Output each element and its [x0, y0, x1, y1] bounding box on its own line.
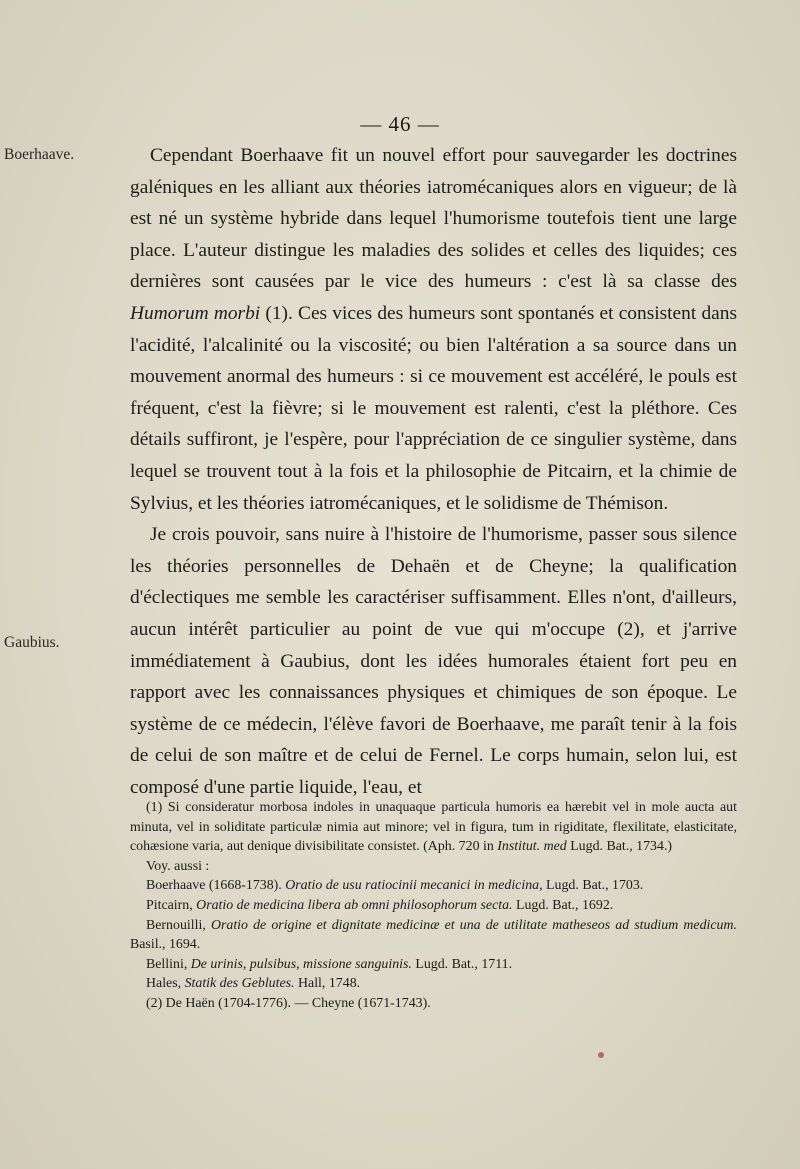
footnote-line: [130, 916, 737, 955]
footnote-line: [130, 896, 737, 916]
italic-text: Institut. med: [497, 839, 567, 855]
text-run: Basil., 1694.: [130, 937, 201, 953]
italic-text: De urinis, pulsibus, missione sanguinis.: [190, 956, 412, 972]
text-run: , Lugd. Bat., 1703.: [539, 878, 644, 894]
footnote-line: [130, 798, 737, 857]
text-run: (1) Si consideratur morbosa indoles in unaquaque particula humoris ea hærebit vel in mole aucta aut minuta, vel in soliditate particulæ nimia aut minore; vel in figura, tum in rigiditate, flexilitate, elasticitate, cohæsione varia, aut denique divisibilitate consistet. (Aph. 720 in: [130, 800, 737, 855]
text-run: Pitcairn,: [146, 897, 197, 913]
text-run: Lugd. Bat., 1734.): [566, 839, 673, 855]
paragraph: [130, 140, 737, 519]
italic-text: Oratio de origine et dignitate medicinæ et una de utilitate matheseos ad studium medicum.: [210, 917, 738, 933]
footnotes: [130, 798, 737, 1014]
footnote-line: [130, 974, 737, 994]
italic-text: Statik des Geblutes.: [184, 976, 295, 992]
text-run: Boerhaave (1668-1738).: [146, 878, 286, 894]
ink-spot: [598, 1052, 604, 1058]
text-run: Hall, 1748.: [294, 976, 361, 992]
text-run: Voy. aussi :: [146, 858, 210, 874]
text-run: Lugd. Bat., 1692.: [512, 897, 614, 913]
footnote-line: [130, 876, 737, 896]
text-run: (2) De Haën (1704-1776). — Cheyne (1671-1743).: [146, 995, 431, 1011]
italic-text: Humorum morbi: [130, 302, 261, 324]
paragraph: [130, 519, 737, 803]
page-number: — 46 —: [360, 112, 440, 136]
footnote-line: [130, 994, 737, 1014]
italic-text: Oratio de medicina libera ab omni philosophorum secta.: [196, 897, 513, 913]
text-run: Lugd. Bat., 1711.: [411, 956, 513, 972]
margin-note-gaubius: Gaubius.: [4, 634, 60, 651]
text-run: Je crois pouvoir, sans nuire à l'histoire de l'humorisme, passer sous silence les théories personnelles de Dehaën et de Cheyne; la qualification d'éclectiques me semble les caractériser suffisamment. Elles n'ont, d'ailleurs, aucun intérêt particulier au point de vue qui m'occupe (2), et j'arrive immédiatement à Gaubius, dont les idées humorales étaient fort peu en rapport avec les connaissances physiques et chimiques de son époque. Le système de ce médecin, l'élève favori de Boerhaave, me paraît tenir à la fois de celui de son maître et de celui de Fernel. Le corps humain, selon lui, est composé d'une partie liquide, l'eau, et: [130, 524, 737, 798]
margin-note-boerhaave: Boerhaave.: [4, 146, 75, 163]
footnote-line: [130, 857, 737, 877]
text-run: Bernouilli,: [146, 917, 211, 933]
footnote-line: [130, 955, 737, 975]
text-run: (1). Ces vices des humeurs sont spontanés et consistent dans l'acidité, l'alcalinité ou la viscosité; ou bien l'altération a sa source dans un mouvement anormal des humeurs : si ce mouvement est accéléré, le pouls est fréquent, c'est la fièvre; si le mouvement est ralenti, c'est la pléthore. Ces détails suffiront, je l'espère, pour l'appréciation de ce singulier système, dans lequel se trouvent tout à la fois et la philosophie de Pitcairn, et la chimie de Sylvius, et les théories iatromécaniques, et le solidisme de Thémison.: [130, 302, 737, 514]
text-run: Hales,: [146, 976, 185, 992]
text-run: Cependant Boerhaave fit un nouvel effort pour sauvegarder les doctrines galéniques en les alliant aux théories iatromécaniques alors en vigueur; de là est né un système hybride dans lequel l'humorisme toutefois tient une large place. L'auteur distingue les maladies des solides et celles des liquides; ces dernières sont causées par le vice des humeurs : c'est là sa classe des: [130, 145, 737, 293]
text-run: Bellini,: [146, 956, 191, 972]
main-text: [130, 140, 737, 803]
italic-text: Oratio de usu ratiocinii mecanici in medicina: [285, 878, 540, 894]
